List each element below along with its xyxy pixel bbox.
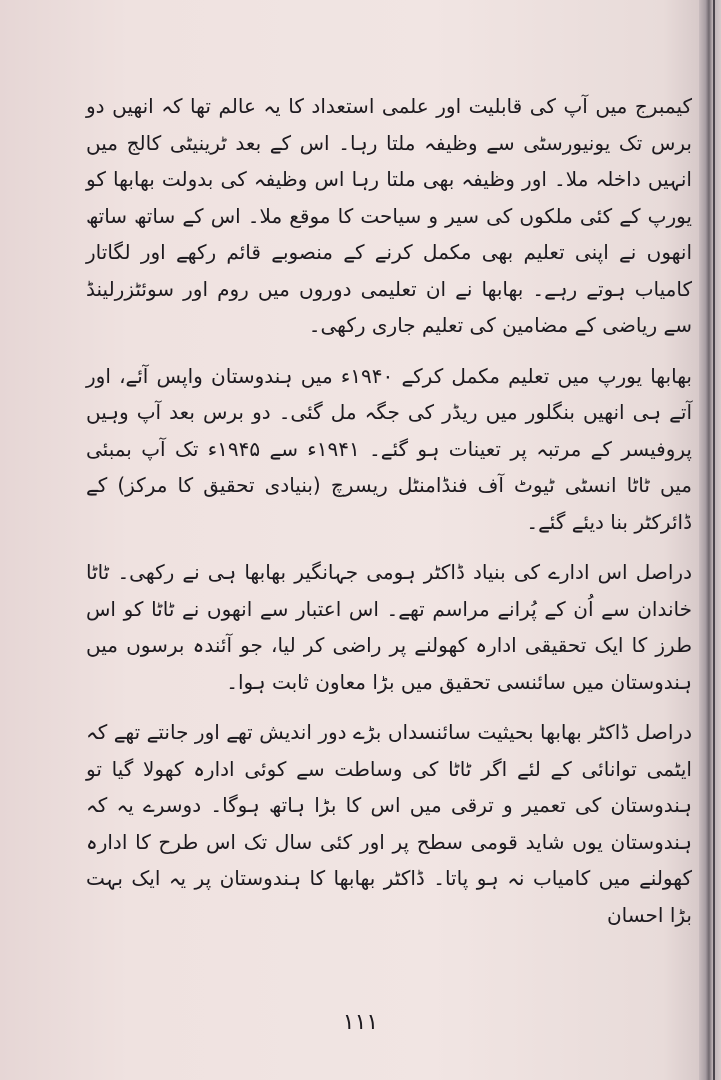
paragraph-1: کیمبرج میں آپ کی قابلیت اور علمی استعداد کا یہ عالم تھا کہ انھیں دو برس تک یونیورسٹی سے وظیفہ ملتا رہا۔ اس کے بعد ٹرینیٹی کالج میں انہیں داخلہ ملا۔ اور وظیفہ بھی ملتا رہا اس وظیفہ کی بدولت بھابھا کو یورپ کے کئی ملکوں کی سیر و سیاحت کا موقع ملا۔ اس کے ساتھ ساتھ انھوں نے اپنی تعلیم بھی مکمل کرنے کے منصوبے قائم رکھے اور لگاتار کامیاب ہوتے رہے۔ بھابھا نے ان تعلیمی دوروں میں روم اور سوئٹزرلینڈ سے ریاضی کے مضامین کی تعلیم جاری رکھی۔ xyxy=(86,94,692,337)
page-body xyxy=(86,88,692,933)
page-edge xyxy=(699,0,721,1080)
binding-shadow xyxy=(713,0,715,1080)
paragraph-3: دراصل اس ادارے کی بنیاد ڈاکٹر ہومی جہانگیر بھابھا ہی نے رکھی۔ ٹاٹا خاندان سے اُن کے پُرانے مراسم تھے۔ اس اعتبار سے انھوں نے ٹاٹا کو اس طرز کا ایک تحقیقی ادارہ کھولنے پر راضی کر لیا، جو آئندہ برسوں میں ہندوستان میں سائنسی تحقیق میں بڑا معاون ثابت ہوا۔ xyxy=(86,560,692,694)
paragraph-4: دراصل ڈاکٹر بھابھا بحیثیت سائنسداں بڑے دور اندیش تھے اور جانتے تھے کہ ایٹمی توانائی کے لئے اگر ٹاٹا کی وساطت سے کوئی ادارہ کھولا گیا تو ہندوستان کی تعمیر و ترقی میں اس کا بڑا ہاتھ ہوگا۔ دوسرے یہ کہ ہندوستان یوں شاید قومی سطح پر اور کئی سال تک اس طرح کا ادارہ کھولنے میں کامیاب نہ ہو پاتا۔ ڈاکٹر بھابھا کا ہندوستان پر یہ ایک بہت بڑا احسان xyxy=(86,720,692,927)
paragraph-2: بھابھا یورپ میں تعلیم مکمل کرکے ۱۹۴۰ء میں ہندوستان واپس آئے، اور آتے ہی انھیں بنگلور میں ریڈر کی جگہ مل گئی۔ دو برس بعد آپ وہیں پروفیسر کے مرتبہ پر تعینات ہو گئے۔ ۱۹۴۱ء سے ۱۹۴۵ء تک آپ بمبئی میں ٹاٹا انسٹی ٹیوٹ آف فنڈامنٹل ریسرچ (بنیادی تحقیق کا مرکز) کے ڈائرکٹر بنا دیئے گئے۔ xyxy=(86,363,692,534)
page-number: ۱۱۱ xyxy=(342,1010,379,1035)
